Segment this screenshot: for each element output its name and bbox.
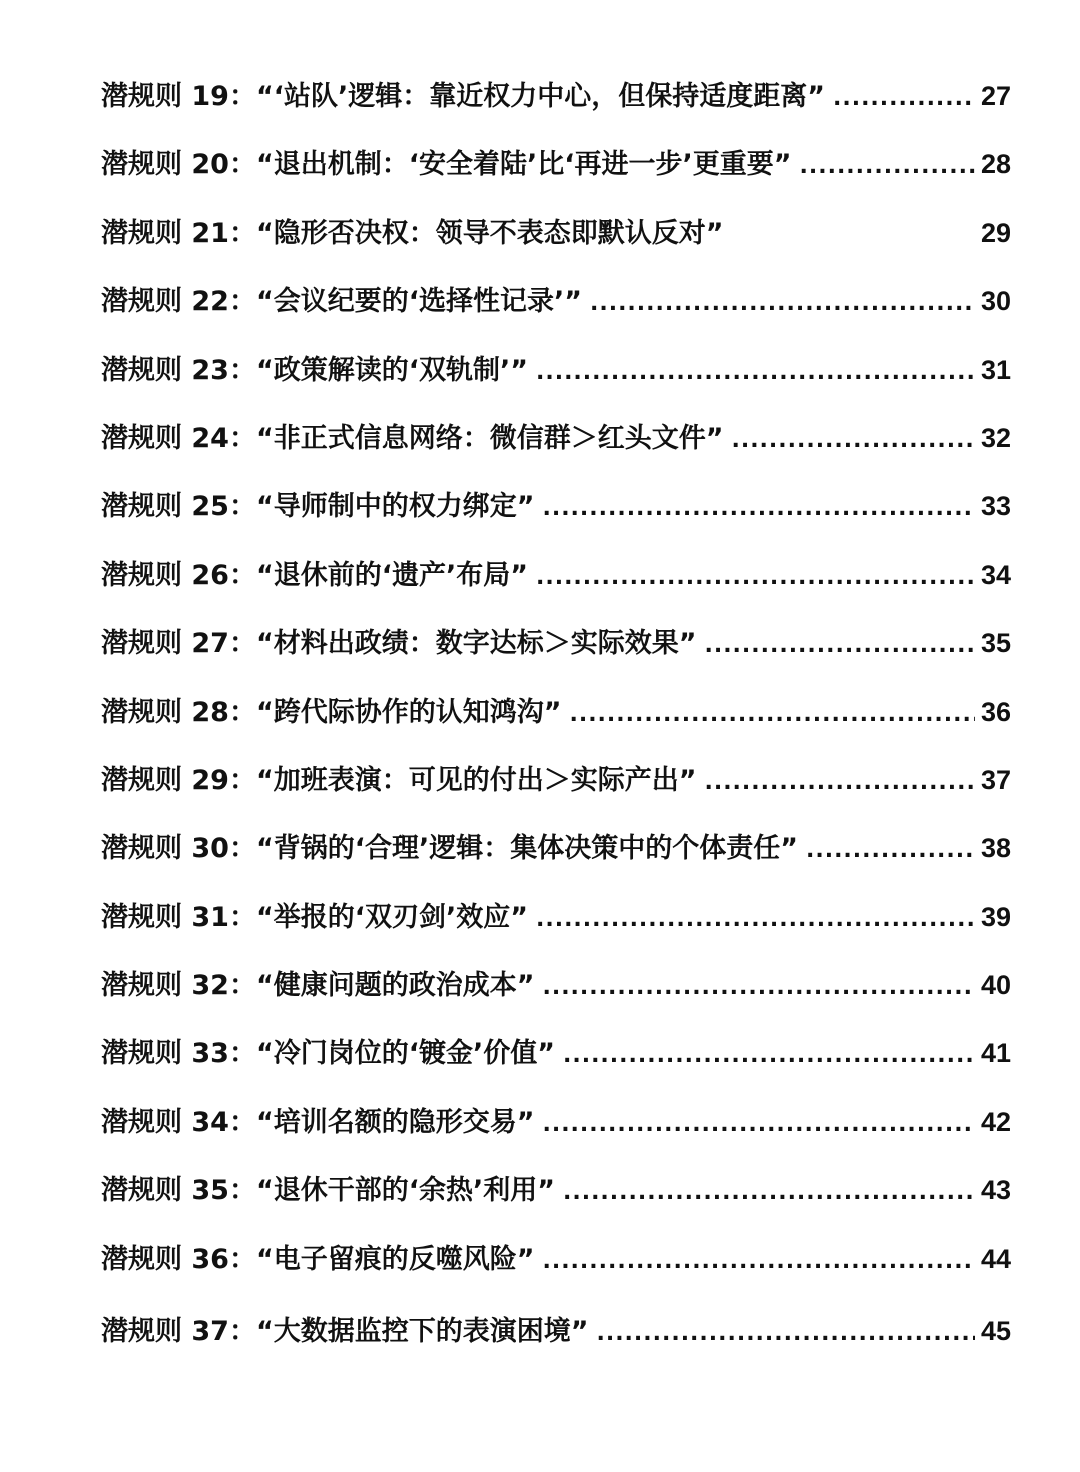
toc-entry-title: “退休干部的‘余热’利用”: [255, 1175, 555, 1207]
toc-entry-page-number: 28: [980, 149, 1011, 180]
toc-entry-number: 潜规则 19：: [101, 81, 256, 112]
toc-entry-title: “大数据监控下的表演困境”: [255, 1316, 589, 1348]
toc-entry-title: “材料出政绩：数字达标＞实际效果”: [255, 628, 697, 660]
toc-entry-number: 潜规则 35：: [101, 1175, 256, 1207]
toc-entry-number: 潜规则 29：: [101, 764, 256, 796]
toc-entry[interactable]: [101, 609, 1011, 677]
toc-entry-page-number: 29: [980, 217, 1011, 248]
dot-leader: [536, 544, 975, 612]
dot-leader: [731, 407, 974, 475]
toc-entry[interactable]: [101, 1297, 1011, 1365]
toc-entry[interactable]: [101, 404, 1011, 472]
dot-leader: [542, 954, 974, 1022]
toc-entry[interactable]: [101, 472, 1011, 540]
toc-entry-page-number: 43: [980, 1175, 1011, 1206]
toc-entry-title: “政策解读的‘双轨制’”: [255, 354, 528, 386]
toc-entry[interactable]: [101, 336, 1011, 404]
toc-entry[interactable]: [101, 883, 1011, 951]
toc-entry[interactable]: [101, 814, 1011, 882]
toc-entry-title: “退休前的‘遗产’布局”: [255, 559, 528, 591]
toc-entry-number: 潜规则 26：: [101, 559, 256, 591]
toc-entry-page-number: 30: [980, 286, 1011, 317]
toc-entry-page-number: 39: [980, 901, 1011, 932]
dot-leader: [542, 1228, 974, 1296]
toc-entry-number: 潜规则 33：: [101, 1038, 256, 1070]
toc-entry-title: “会议纪要的‘选择性记录’”: [255, 286, 582, 318]
toc-entry-title: “导师制中的权力绑定”: [255, 491, 535, 523]
toc-entry-number: 潜规则 36：: [101, 1243, 256, 1275]
toc-entry-number: 潜规则 20：: [101, 149, 256, 181]
toc-entry-number: 潜规则 27：: [101, 628, 256, 660]
toc-entry[interactable]: [101, 1156, 1011, 1224]
toc-entry-title: “电子留痕的反噬风险”: [255, 1243, 535, 1275]
toc-entry-number: 潜规则 32：: [101, 970, 256, 1002]
toc-entry-title: “冷门岗位的‘镀金’价值”: [255, 1038, 555, 1070]
toc-entry-page-number: 42: [980, 1106, 1011, 1137]
toc-entry-page-number: 45: [980, 1316, 1011, 1347]
toc-entry-page-number: 37: [980, 764, 1011, 795]
dot-leader: [563, 1022, 975, 1090]
toc-entry-number: 潜规则 34：: [101, 1106, 256, 1138]
toc-entry-number: 潜规则 23：: [101, 354, 256, 386]
toc-entry-number: 潜规则 24：: [101, 422, 256, 454]
toc-entry-page-number: 36: [980, 696, 1011, 727]
toc-entry-title: “培训名额的隐形交易”: [255, 1106, 535, 1138]
dot-leader: [833, 65, 975, 133]
dot-leader: [590, 270, 975, 338]
toc-entry-number: 潜规则 25：: [101, 491, 256, 523]
toc-entry[interactable]: [101, 130, 1011, 198]
toc-entry-title: “退出机制：‘安全着陆’比‘再进一步’更重要”: [255, 149, 792, 181]
dot-leader: [542, 475, 974, 543]
toc-entry-number: 潜规则 28：: [101, 696, 256, 728]
dot-leader: [704, 612, 974, 680]
toc-entry-title: “举报的‘双刃剑’效应”: [255, 901, 528, 933]
toc-entry[interactable]: [101, 1225, 1011, 1293]
toc-entry-title: “非正式信息网络：微信群＞红头文件”: [255, 422, 724, 454]
dot-leader: [800, 133, 975, 201]
toc-entry-title: “‘站队’逻辑：靠近权力中心，但保持适度距离”: [255, 81, 825, 112]
toc-entry-number: 潜规则 31：: [101, 901, 256, 933]
dot-leader: [536, 886, 975, 954]
toc-entry-page-number: 27: [980, 81, 1011, 111]
toc-entry-number: 潜规则 21：: [101, 217, 256, 249]
toc-entry[interactable]: [101, 1019, 1011, 1087]
toc-entry-title: “加班表演：可见的付出＞实际产出”: [255, 764, 697, 796]
toc-entry-page-number: 31: [980, 354, 1011, 385]
toc-entry-title: “跨代际协作的认知鸿沟”: [255, 696, 562, 728]
toc-entry-page-number: 40: [980, 970, 1011, 1001]
toc-entry-number: 潜规则 30：: [101, 833, 256, 865]
toc-entry-page-number: 38: [980, 833, 1011, 864]
toc-entry[interactable]: [101, 951, 1011, 1019]
toc-entry-page-number: 32: [980, 422, 1011, 453]
toc-entry-page-number: 34: [980, 559, 1011, 590]
toc-entry-title: “隐形否决权：领导不表态即默认反对”: [255, 217, 724, 249]
dot-leader: [704, 749, 974, 817]
toc-entry-number: 潜规则 22：: [101, 286, 256, 318]
toc-entry-title: “背锅的‘合理’逻辑：集体决策中的个体责任”: [255, 833, 798, 865]
dot-leader: [806, 817, 975, 885]
toc-entry-page-number: 33: [980, 491, 1011, 522]
toc-entry-page-number: 35: [980, 628, 1011, 659]
dot-leader: [563, 1159, 975, 1227]
toc-entry-number: 潜规则 37：: [101, 1316, 256, 1348]
toc-entry[interactable]: [101, 199, 1011, 267]
toc-entry[interactable]: [101, 678, 1011, 746]
dot-leader: [542, 1091, 974, 1159]
table-of-contents: [101, 62, 1011, 1365]
dot-leader: [536, 339, 975, 407]
toc-entry[interactable]: [101, 62, 1011, 130]
toc-entry-page-number: 41: [980, 1038, 1011, 1069]
toc-entry-page-number: 44: [980, 1243, 1011, 1274]
toc-entry[interactable]: [101, 1088, 1011, 1156]
toc-entry[interactable]: [101, 746, 1011, 814]
toc-entry[interactable]: [101, 267, 1011, 335]
toc-entry-title: “健康问题的政治成本”: [255, 970, 535, 1002]
dot-leader: [596, 1300, 974, 1368]
toc-entry[interactable]: [101, 541, 1011, 609]
dot-leader: [569, 681, 974, 749]
